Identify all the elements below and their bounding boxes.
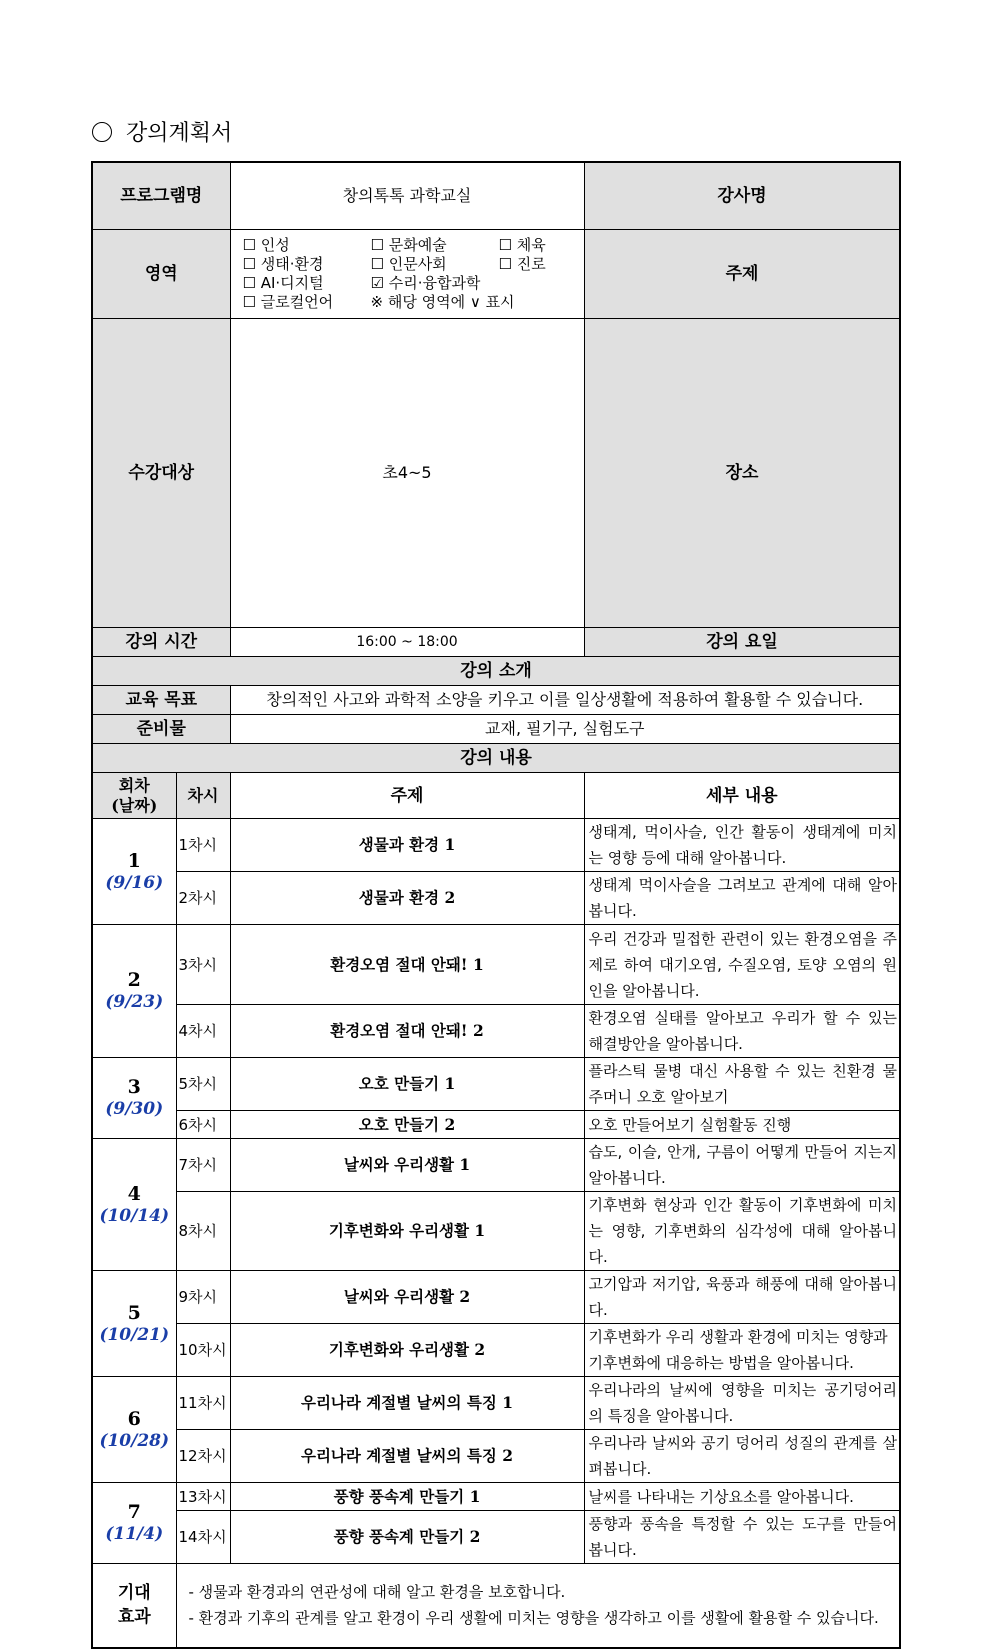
session-date: (11/4) <box>105 1524 164 1544</box>
cha-cell: 8차시 <box>176 1192 230 1271</box>
detail-cell: 환경오염 실태를 알아보고 우리가 할 수 있는 해결방안을 알아봅니다. <box>584 1005 900 1058</box>
table-row <box>92 1139 900 1192</box>
area-label: 영역 <box>92 230 230 319</box>
cha-cell: 5차시 <box>176 1058 230 1111</box>
detail-cell: 습도, 이슬, 안개, 구름이 어떻게 만들어 지는지 알아봅니다. <box>584 1139 900 1192</box>
session-date: (10/21) <box>99 1324 170 1345</box>
table-row <box>92 1111 900 1139</box>
prep-value: 교재, 필기구, 실험도구 <box>230 715 900 744</box>
program-value: 창의톡톡 과학교실 <box>230 162 584 230</box>
detail-cell: 풍향과 풍속을 특정할 수 있는 도구를 만들어 봅니다. <box>584 1511 900 1564</box>
table-row <box>92 1058 900 1111</box>
session-date: (10/28) <box>99 1430 170 1451</box>
cha-cell: 4차시 <box>176 1005 230 1058</box>
area-option <box>499 274 578 293</box>
topic-cell: 우리나라 계절별 날씨의 특징 2 <box>230 1430 584 1483</box>
table-row <box>92 1324 900 1377</box>
subject-label: 주제 <box>584 230 900 319</box>
area-option: ☐ 인성 <box>242 236 290 254</box>
session-number: 4 <box>127 1182 141 1205</box>
col-detail-header: 세부 내용 <box>584 773 900 819</box>
col-cha-header: 차시 <box>176 773 230 819</box>
circle-bullet-icon <box>92 122 112 142</box>
session-number: 3 <box>127 1076 141 1098</box>
session-cell <box>92 1271 176 1377</box>
area-option: ☐ 인문사회 <box>370 255 447 273</box>
effect-label: 기대 효과 <box>92 1564 176 1648</box>
detail-cell: 플라스틱 물병 대신 사용할 수 있는 친환경 물 주머니 오호 알아보기 <box>584 1058 900 1111</box>
session-cell <box>92 1139 176 1271</box>
table-row <box>92 1192 900 1271</box>
table-row <box>92 1005 900 1058</box>
cha-cell: 9차시 <box>176 1271 230 1324</box>
lecture-plan-table <box>91 161 901 1649</box>
goal-label: 교육 목표 <box>92 686 230 715</box>
topic-cell: 오호 만들기 2 <box>230 1111 584 1139</box>
detail-cell: 우리 건강과 밀접한 관련이 있는 환경오염을 주제로 하여 대기오염, 수질오염, 토양 오염의 원인을 알아봅니다. <box>584 925 900 1005</box>
program-label: 프로그램명 <box>92 162 230 230</box>
goal-value: 창의적인 사고와 과학적 소양을 키우고 이를 일상생활에 적용하여 활용할 수 있습니다. <box>230 686 900 715</box>
cha-cell: 11차시 <box>176 1377 230 1430</box>
table-row <box>92 1430 900 1483</box>
topic-cell: 기후변화와 우리생활 2 <box>230 1324 584 1377</box>
topic-cell: 우리나라 계절별 날씨의 특징 1 <box>230 1377 584 1430</box>
cha-cell: 13차시 <box>176 1483 230 1511</box>
topic-cell: 풍향 풍속계 만들기 2 <box>230 1511 584 1564</box>
detail-cell: 고기압과 저기압, 육풍과 해풍에 대해 알아봅니다. <box>584 1271 900 1324</box>
intro-section-title: 강의 소개 <box>92 657 900 686</box>
session-number: 6 <box>127 1407 141 1430</box>
session-cell <box>92 1058 176 1139</box>
cha-cell: 12차시 <box>176 1430 230 1483</box>
detail-cell: 우리나라의 날씨에 영향을 미치는 공기덩어리의 특징을 알아봅니다. <box>584 1377 900 1430</box>
topic-cell: 기후변화와 우리생활 1 <box>230 1192 584 1271</box>
cha-cell: 6차시 <box>176 1111 230 1139</box>
col-session-header: 회차 (날짜) <box>92 773 176 819</box>
effect-row <box>92 1564 900 1648</box>
teacher-label: 강사명 <box>584 162 900 230</box>
cha-cell: 10차시 <box>176 1324 230 1377</box>
session-cell <box>92 1483 176 1564</box>
table-row <box>92 1511 900 1564</box>
time-value: 16:00 ~ 18:00 <box>230 628 584 657</box>
cha-cell: 14차시 <box>176 1511 230 1564</box>
time-label: 강의 시간 <box>92 628 230 657</box>
table-row <box>92 1483 900 1511</box>
target-label: 수강대상 <box>92 319 230 628</box>
table-row <box>92 1377 900 1430</box>
col-topic-header: 주제 <box>230 773 584 819</box>
detail-cell: 날씨를 나타내는 기상요소를 알아봅니다. <box>584 1483 900 1511</box>
target-value: 초4~5 <box>230 319 584 628</box>
area-options <box>230 230 584 319</box>
effect-item: - 생물과 환경과의 연관성에 대해 알고 환경을 보호합니다. <box>188 1583 566 1602</box>
area-option: ☐ 생태·환경 <box>242 255 324 273</box>
session-date: (9/30) <box>105 1099 164 1119</box>
cha-cell: 7차시 <box>176 1139 230 1192</box>
topic-cell: 날씨와 우리생활 1 <box>230 1139 584 1192</box>
session-date: (9/23) <box>105 992 164 1012</box>
area-option: ☐ 글로컬언어 <box>242 293 334 311</box>
topic-cell: 생물과 환경 1 <box>230 819 584 872</box>
session-cell <box>92 1377 176 1483</box>
session-date: (9/16) <box>105 872 164 893</box>
cha-cell: 3차시 <box>176 925 230 1005</box>
area-option: ☑ 수리·융합과학 <box>370 274 481 292</box>
topic-cell: 생물과 환경 2 <box>230 872 584 925</box>
detail-cell: 우리나라 날씨와 공기 덩어리 성질의 관계를 살펴봅니다. <box>584 1430 900 1483</box>
table-row <box>92 1271 900 1324</box>
detail-cell: 기후변화 현상과 인간 활동이 기후변화에 미치는 영향, 기후변화의 심각성에 대해 알아봅니다. <box>584 1192 900 1271</box>
session-number: 7 <box>127 1501 141 1523</box>
topic-cell: 풍향 풍속계 만들기 1 <box>230 1483 584 1511</box>
place-label: 장소 <box>584 319 900 628</box>
session-number: 5 <box>127 1301 141 1324</box>
session-date: (10/14) <box>99 1205 170 1226</box>
session-number: 1 <box>127 849 141 872</box>
session-number: 2 <box>127 969 141 991</box>
prep-label: 준비물 <box>92 715 230 744</box>
table-row <box>92 925 900 1005</box>
detail-cell: 오호 만들어보기 실험활동 진행 <box>584 1111 900 1139</box>
session-cell <box>92 819 176 925</box>
table-row <box>92 872 900 925</box>
content-section-title: 강의 내용 <box>92 744 900 773</box>
topic-cell: 환경오염 절대 안돼! 2 <box>230 1005 584 1058</box>
detail-cell: 생태계, 먹이사슬, 인간 활동이 생태계에 미치는 영향 등에 대해 알아봅니다. <box>584 819 900 872</box>
detail-cell: 생태계 먹이사슬을 그려보고 관계에 대해 알아봅니다. <box>584 872 900 925</box>
session-cell <box>92 925 176 1058</box>
effect-item: - 환경과 기후의 관계를 알고 환경이 우리 생활에 미치는 영향을 생각하고 이를 생활에 활용할 수 있습니다. <box>188 1609 879 1628</box>
topic-cell: 오호 만들기 1 <box>230 1058 584 1111</box>
area-option: ☐ 진로 <box>498 255 546 273</box>
area-option: ※ 해당 영역에 ∨ 표시 <box>370 293 515 311</box>
topic-cell: 날씨와 우리생활 2 <box>230 1271 584 1324</box>
document-heading <box>92 116 232 147</box>
area-option: ☐ 체육 <box>498 236 546 254</box>
cha-cell: 1차시 <box>176 819 230 872</box>
detail-cell: 기후변화가 우리 생활과 환경에 미치는 영향과 기후변화에 대응하는 방법을 알아봅니다. <box>584 1324 900 1377</box>
effect-list <box>176 1564 900 1648</box>
cha-cell: 2차시 <box>176 872 230 925</box>
table-row <box>92 819 900 872</box>
topic-cell: 환경오염 절대 안돼! 1 <box>230 925 584 1005</box>
area-option: ☐ AI·디지털 <box>242 274 324 292</box>
day-label: 강의 요일 <box>584 628 900 657</box>
heading-text: 강의계획서 <box>126 121 233 146</box>
area-option: ☐ 문화예술 <box>370 236 447 254</box>
